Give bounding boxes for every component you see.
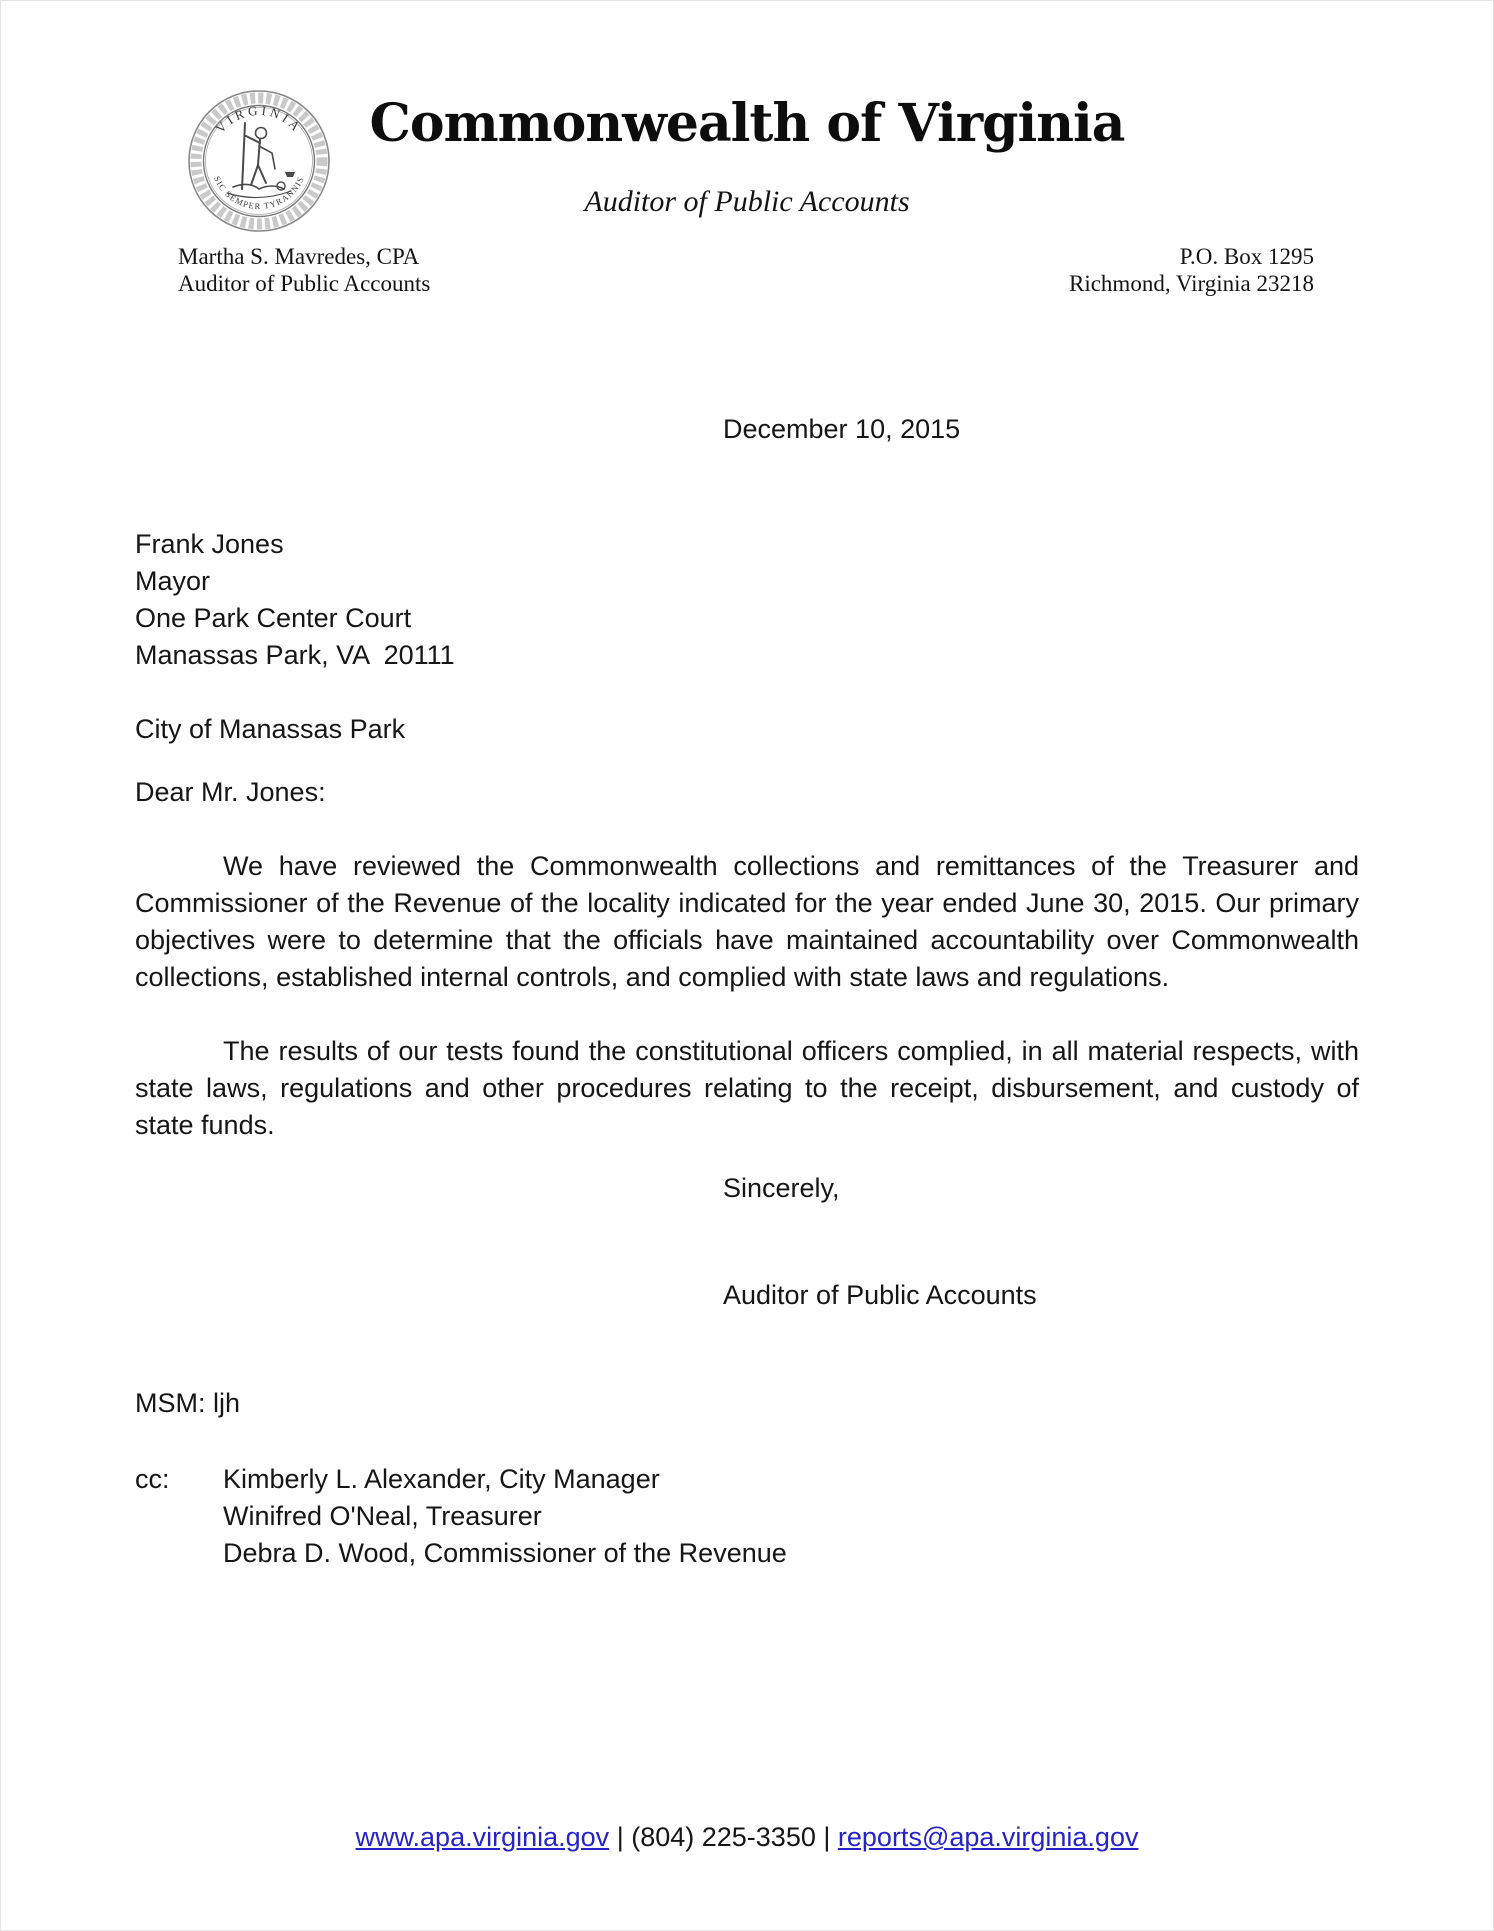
letter-body xyxy=(135,411,1359,1572)
office-address-block xyxy=(1069,243,1314,297)
recipient-address-line2: Manassas Park, VA 20111 xyxy=(135,640,455,670)
reference-initials: MSM: ljh xyxy=(135,1388,241,1418)
email-link[interactable]: reports@apa.virginia.gov xyxy=(837,1822,1139,1852)
org-subtitle: Auditor of Public Accounts xyxy=(584,185,910,218)
recipient-address-line1: One Park Center Court xyxy=(135,603,412,633)
cc-label: cc: xyxy=(135,1464,170,1494)
body-paragraph-1: We have reviewed the Commonwealth collections and remittances of the Treasurer and Commissioner of the Revenue of the locality indicated for the year ended June 30, 2015. Our primary objectives were to determine that the officials have maintained accountability over Commonwealth collections, established internal controls, and complied with state laws and regulations. xyxy=(135,851,1359,992)
recipient-title: Mayor xyxy=(135,566,211,596)
office-po-box: P.O. Box 1295 xyxy=(1179,244,1314,269)
signature-title: Auditor of Public Accounts xyxy=(723,1280,1037,1310)
cc-item: Kimberly L. Alexander, City Manager xyxy=(223,1464,660,1494)
recipient-name: Frank Jones xyxy=(135,529,284,559)
phone-number: (804) 225-3350 xyxy=(631,1822,816,1852)
footer-separator: | xyxy=(823,1822,831,1852)
svg-text:VIRGINIA: VIRGINIA xyxy=(212,102,306,137)
office-city-state-zip: Richmond, Virginia 23218 xyxy=(1068,271,1314,296)
recipient-block xyxy=(135,526,1359,674)
website-link[interactable]: www.apa.virginia.gov xyxy=(355,1822,610,1852)
locality-line: City of Manassas Park xyxy=(135,714,406,744)
date-line: December 10, 2015 xyxy=(723,414,961,444)
official-title: Auditor of Public Accounts xyxy=(178,271,431,296)
cc-list xyxy=(223,1461,787,1572)
cc-item: Winifred O'Neal, Treasurer xyxy=(223,1501,542,1531)
svg-text:SIC SEMPER TYRANNIS: SIC SEMPER TYRANNIS xyxy=(212,174,306,212)
official-block xyxy=(178,243,430,297)
closing: Sincerely, xyxy=(723,1173,840,1203)
official-name: Martha S. Mavredes, CPA xyxy=(178,244,420,269)
cc-block xyxy=(135,1461,1359,1572)
cc-item: Debra D. Wood, Commissioner of the Revenue xyxy=(223,1538,787,1568)
org-title: Commonwealth of Virginia xyxy=(369,93,1125,154)
body-paragraph-2: The results of our tests found the constitutional officers complied, in all material respects, with state laws, regulations and other procedures relating to the receipt, disbursement, and custody of state funds. xyxy=(135,1036,1359,1140)
footer-separator: | xyxy=(616,1822,624,1852)
salutation: Dear Mr. Jones: xyxy=(135,777,326,807)
footer-contact-line xyxy=(1,1819,1493,1856)
